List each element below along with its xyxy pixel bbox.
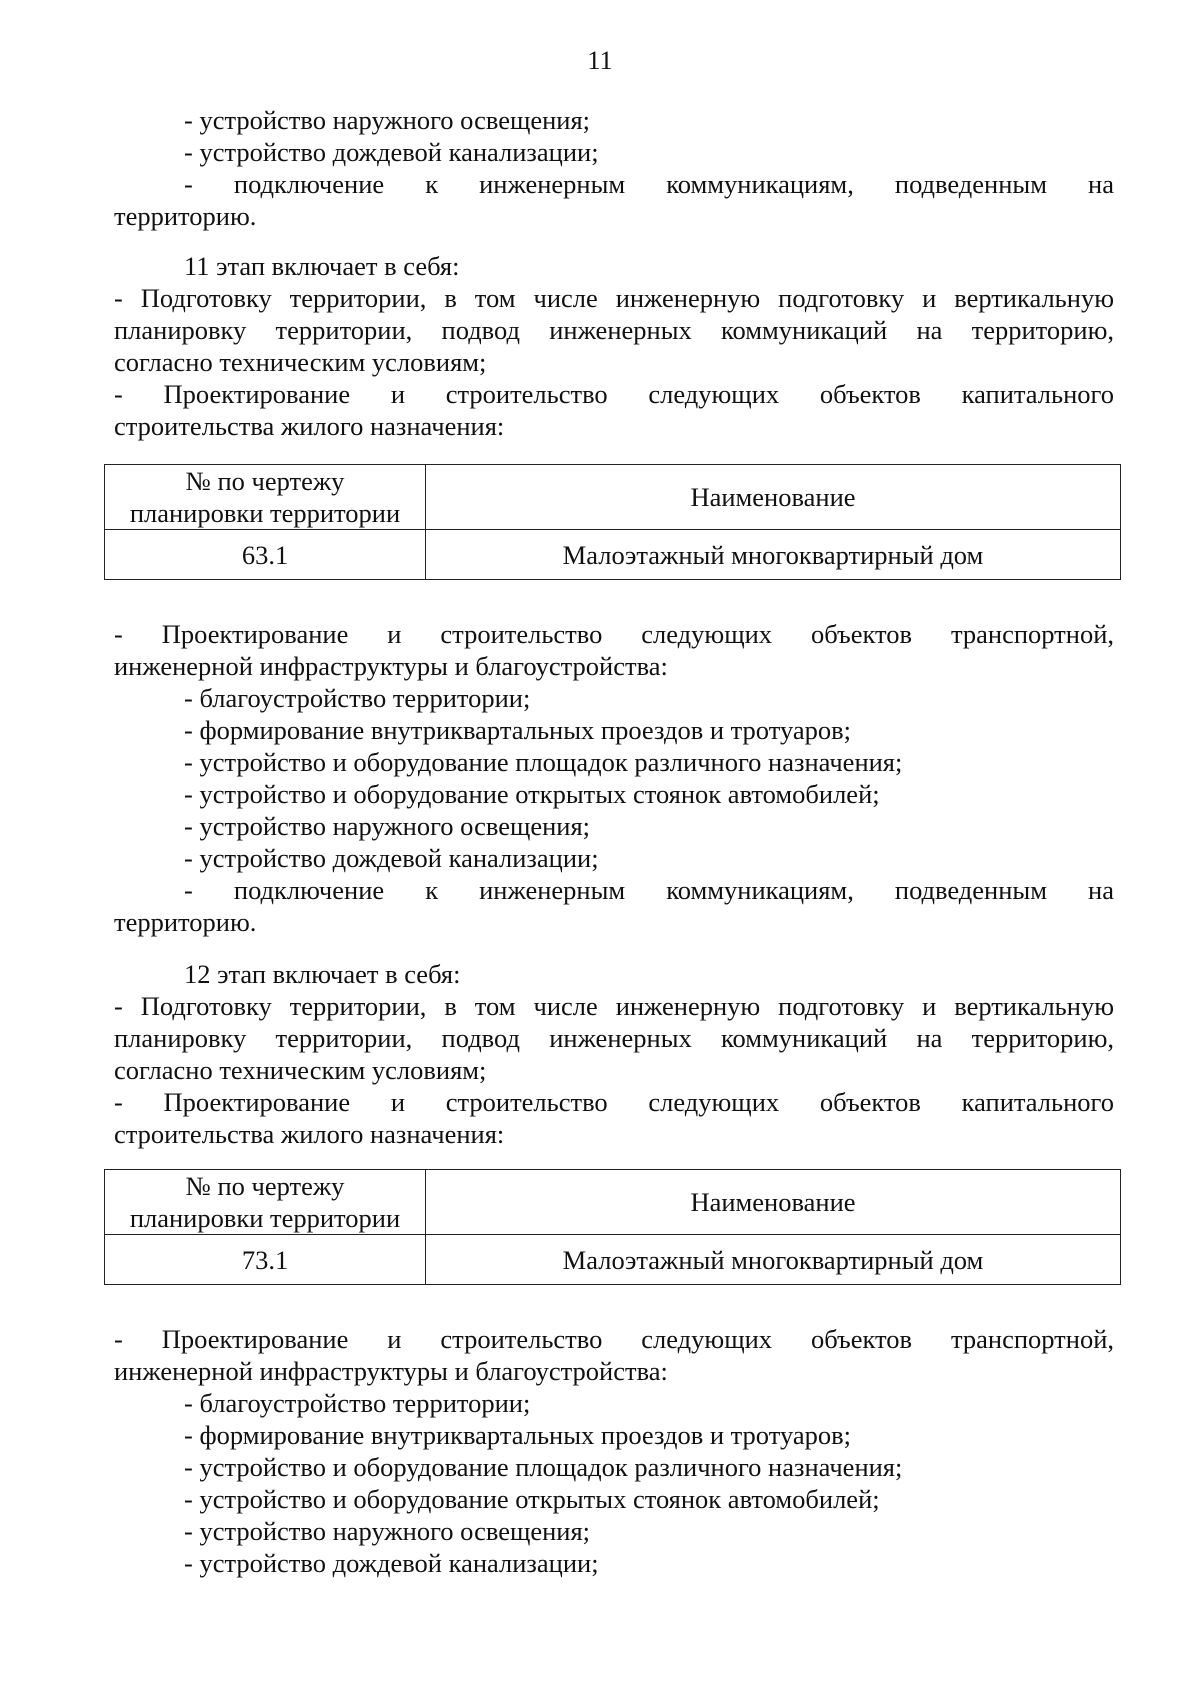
column-header-line: № по чертежу [185, 466, 345, 496]
stage-11-section [114, 250, 1114, 442]
design-line: - Проектирование и строительство следующих объектов капитального [114, 379, 1114, 409]
stage-12-table [104, 1169, 1121, 1285]
column-header-name: Наименование [426, 1170, 1121, 1235]
prep-line: планировку территории, подвод инженерных коммуникаций на территорию, [114, 315, 1114, 345]
prep-line: - Подготовку территории, в том числе инженерную подготовку и вертикальную [114, 283, 1114, 313]
infra-line: - Проектирование и строительство следующих объектов транспортной, [114, 1324, 1114, 1354]
list-item: - благоустройство территории; [184, 683, 531, 713]
design-line: - Проектирование и строительство следующих объектов капитального [114, 1087, 1114, 1117]
prep-line: планировку территории, подвод инженерных коммуникаций на территорию, [114, 1023, 1114, 1053]
column-header-line: № по чертежу [185, 1171, 345, 1201]
prep-line: согласно техническим условиям; [114, 347, 487, 377]
cell-number: 73.1 [105, 1235, 426, 1285]
list-item: - формирование внутриквартальных проездов и тротуаров; [184, 715, 851, 745]
column-header-number [105, 465, 426, 530]
infra-line: инженерной инфраструктуры и благоустройства: [114, 651, 668, 681]
cell-name: Малоэтажный многоквартирный дом [426, 530, 1121, 580]
design-line: строительства жилого назначения: [114, 411, 505, 441]
connection-line: - подключение к инженерным коммуникациям, подведенным на [184, 875, 1114, 905]
list-item: - устройство и оборудование площадок различного назначения; [184, 1452, 903, 1482]
list-item: - формирование внутриквартальных проездов и тротуаров; [184, 1420, 851, 1450]
list-item: - устройство дождевой канализации; [184, 137, 599, 167]
stage-11-heading: 11 этап включает в себя: [184, 251, 460, 281]
column-header-name: Наименование [426, 465, 1121, 530]
stage-11-infra-section [114, 618, 1114, 938]
prep-line: - Подготовку территории, в том числе инженерную подготовку и вертикальную [114, 991, 1114, 1021]
table-row [105, 530, 1121, 580]
connection-line-end: территорию. [114, 907, 257, 937]
page-number: 11 [587, 45, 613, 75]
prep-line: согласно техническим условиям; [114, 1055, 487, 1085]
stage-11-table [104, 464, 1121, 580]
connection-line-end: территорию. [114, 201, 257, 231]
list-item: - устройство и оборудование площадок различного назначения; [184, 747, 903, 777]
table-row [105, 1235, 1121, 1285]
list-item: - устройство и оборудование открытых стоянок автомобилей; [184, 1484, 880, 1514]
cell-number: 63.1 [105, 530, 426, 580]
stage-12-heading: 12 этап включает в себя: [184, 959, 461, 989]
column-header-line: планировки территории [129, 498, 401, 528]
table-header-row [105, 1170, 1121, 1235]
intro-section [114, 104, 1114, 232]
cell-name: Малоэтажный многоквартирный дом [426, 1235, 1121, 1285]
table-header-row [105, 465, 1121, 530]
column-header-line: планировки территории [129, 1203, 401, 1233]
list-item: - устройство наружного освещения; [184, 811, 591, 841]
connection-line: - подключение к инженерным коммуникациям, подведенным на [184, 169, 1114, 199]
stage-12-infra-section [114, 1323, 1114, 1579]
infra-line: - Проектирование и строительство следующих объектов транспортной, [114, 619, 1114, 649]
list-item: - устройство наружного освещения; [184, 105, 591, 135]
list-item: - устройство и оборудование открытых стоянок автомобилей; [184, 779, 880, 809]
list-item: - устройство дождевой канализации; [184, 843, 599, 873]
list-item: - благоустройство территории; [184, 1388, 531, 1418]
list-item: - устройство дождевой канализации; [184, 1548, 599, 1578]
list-item: - устройство наружного освещения; [184, 1516, 591, 1546]
column-header-number [105, 1170, 426, 1235]
design-line: строительства жилого назначения: [114, 1119, 505, 1149]
stage-12-section [114, 958, 1114, 1150]
infra-line: инженерной инфраструктуры и благоустройства: [114, 1356, 668, 1386]
